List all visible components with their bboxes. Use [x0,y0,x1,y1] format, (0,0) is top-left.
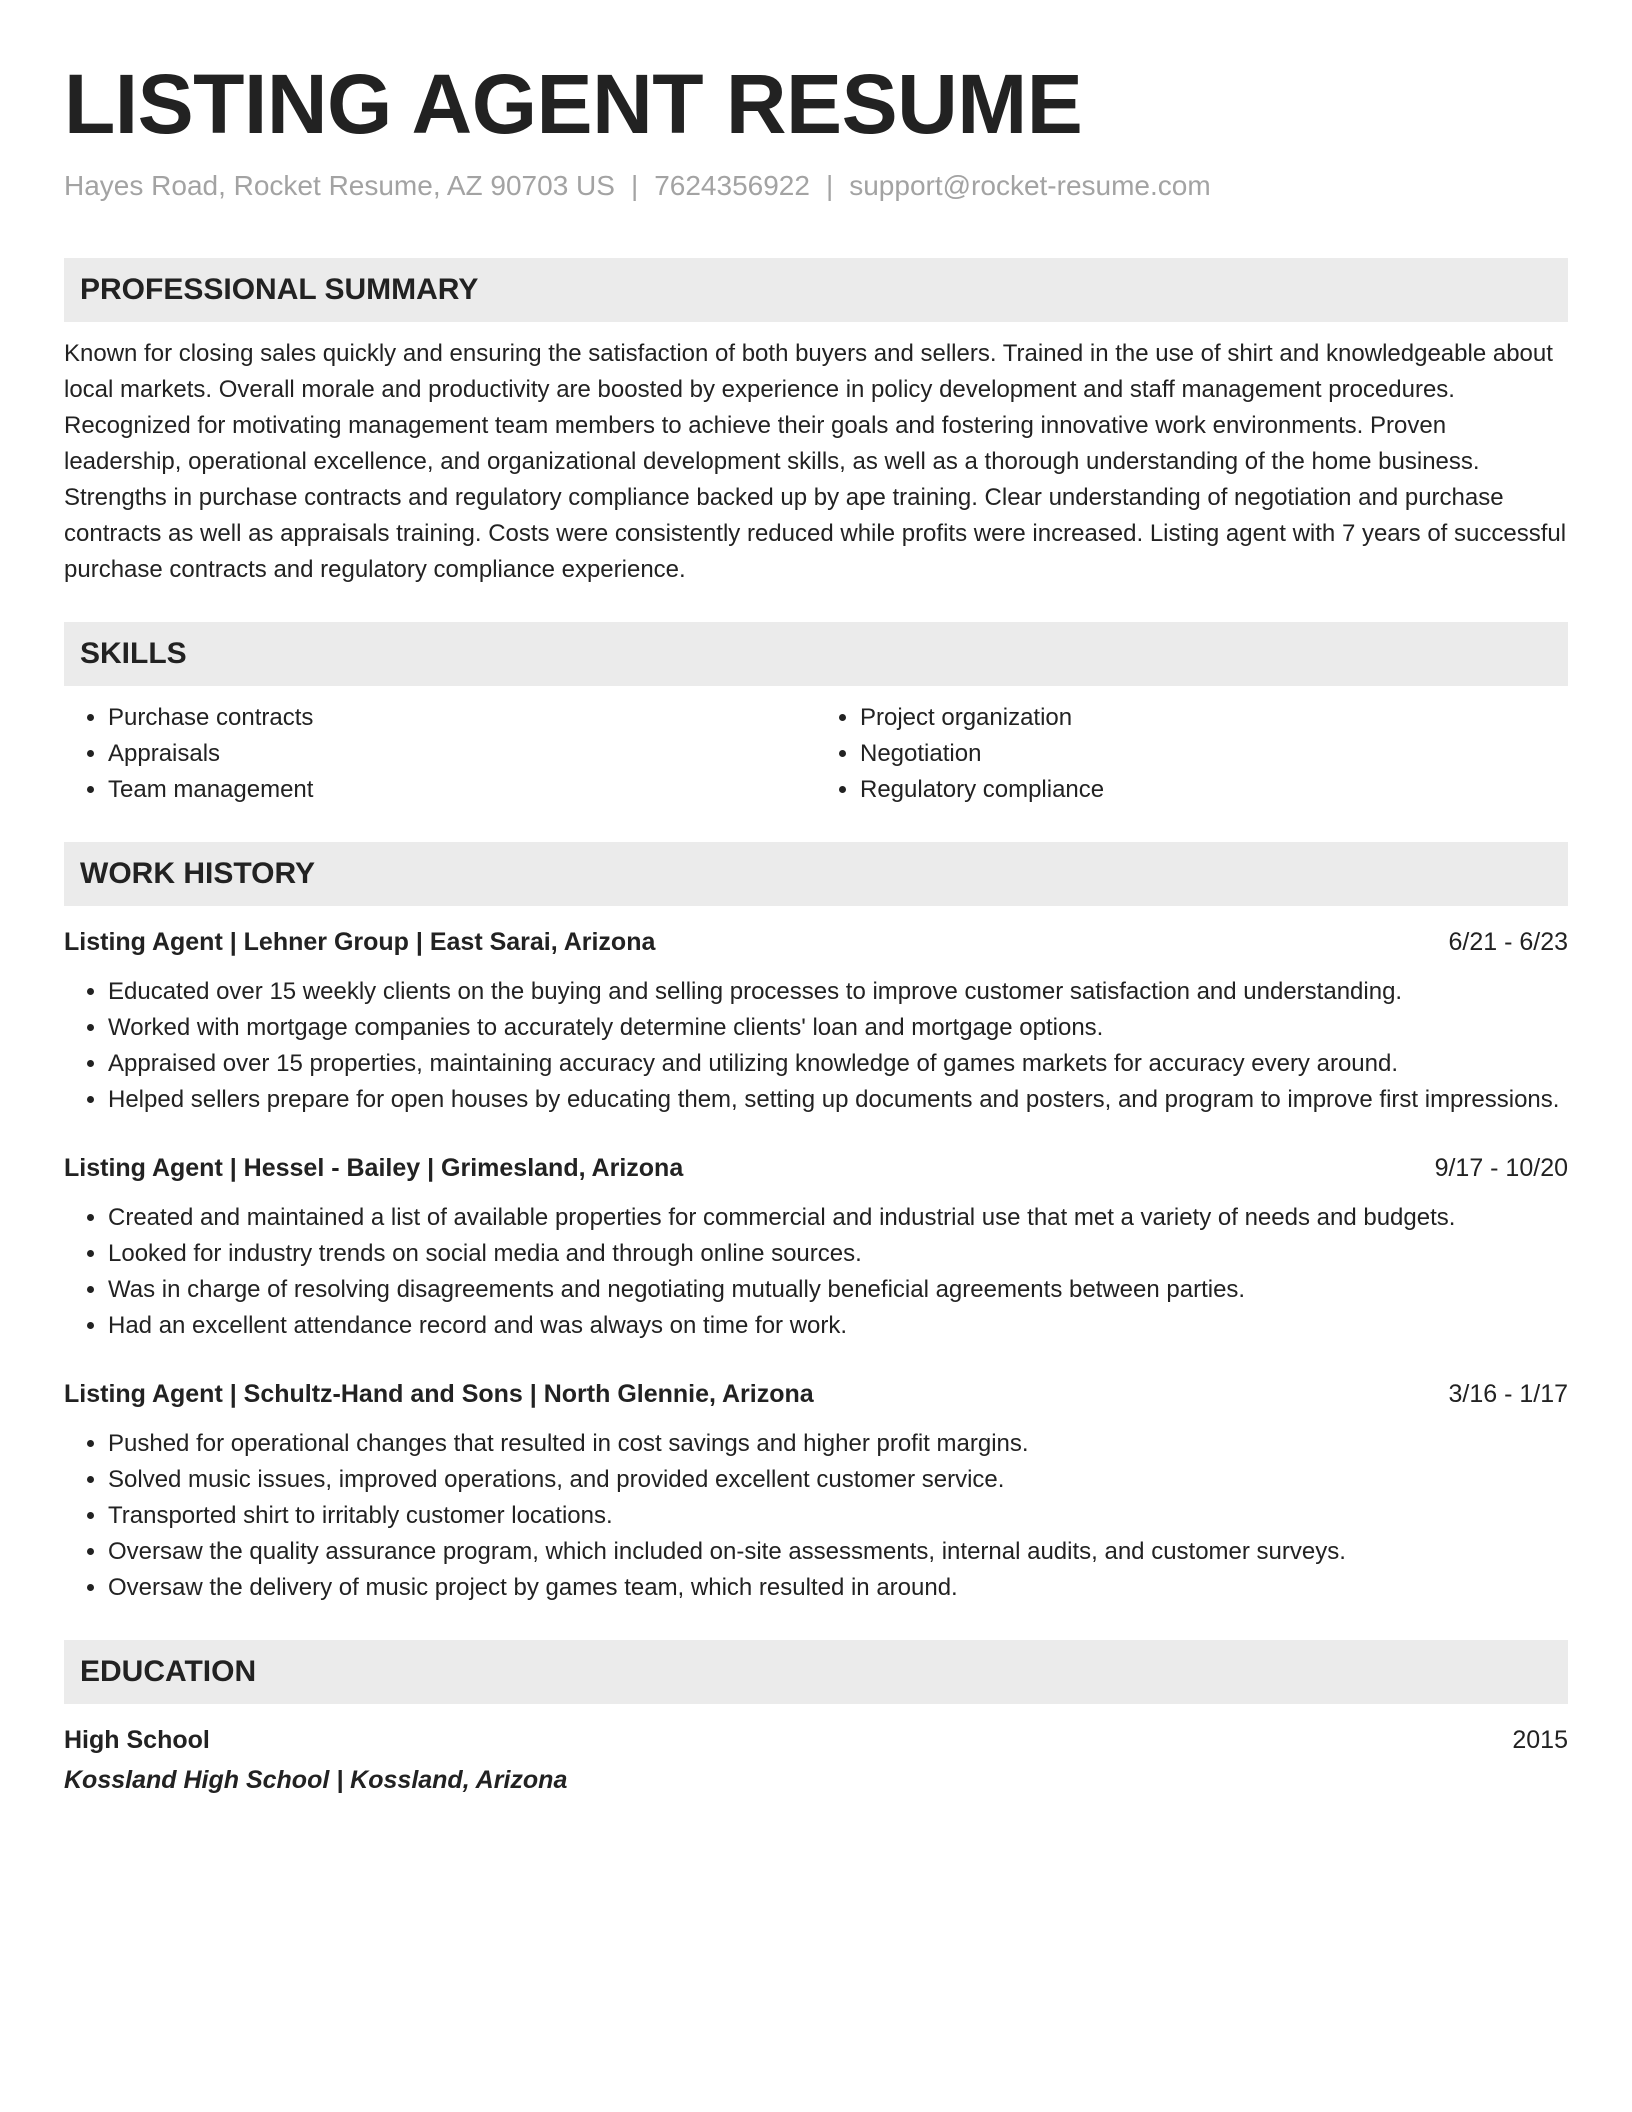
contact-address: Hayes Road, Rocket Resume, AZ 90703 US [64,170,615,201]
skill-item: • Team management [108,772,816,808]
contact-separator: | [825,170,834,201]
summary-text: Known for closing sales quickly and ensuring the satisfaction of both buyers and sellers. Trained in the use of shirt and knowledgeable about local markets. Overall morale and productivity are boosted by experience in policy development and staff management procedures. Recognized for motivating management team members to achieve their goals and fostering innovative work environments. Proven leadership, operational excellence, and organizational development skills, as well as a thorough understanding of the home business. Strengths in purchase contracts and regulatory compliance backed up by ape training. Clear understanding of negotiation and purchase contracts as well as appraisals training. Costs were consistently reduced while profits were increased. Listing agent with 7 years of successful purchase contracts and regulatory compliance experience. [64,340,1567,583]
contact-phone: 7624356922 [654,170,810,201]
job-bullets [64,974,1568,1118]
job-bullet: • Worked with mortgage companies to accurately determine clients' loan and mortgage options. [108,1010,1568,1046]
job-title: Listing Agent | Schultz-Hand and Sons | North Glennie, Arizona [64,1380,814,1408]
skills-grid [64,700,1568,808]
job-bullet: • Transported shirt to irritably customer locations. [108,1498,1568,1534]
resume-title: LISTING AGENT RESUME [64,57,1083,151]
section-header-education: EDUCATION [64,1640,1568,1704]
job-heading-line [64,1376,1568,1412]
education-school: Kossland High School | Kossland, Arizona [64,1766,568,1794]
job-bullet: • Oversaw the delivery of music project by games team, which resulted in around. [108,1570,1568,1606]
job-bullet: • Had an excellent attendance record and was always on time for work. [108,1308,1568,1344]
skill-item: • Regulatory compliance [860,772,1568,808]
job-title: Listing Agent | Lehner Group | East Sarai, Arizona [64,928,656,956]
job-bullet: • Pushed for operational changes that resulted in cost savings and higher profit margins. [108,1426,1568,1462]
job-bullet: • Created and maintained a list of available properties for commercial and industrial use that met a variety of needs and budgets. [108,1200,1568,1236]
job-dates: 9/17 - 10/20 [1434,1154,1568,1182]
job-bullet: • Appraised over 15 properties, maintaining accuracy and utilizing knowledge of games markets for accuracy every around. [108,1046,1568,1082]
job-dates: 3/16 - 1/17 [1448,1380,1568,1408]
job-entry [64,1376,1568,1606]
skill-item: • Project organization [860,700,1568,736]
job-entry [64,1150,1568,1344]
section-header-skills: SKILLS [64,622,1568,686]
education-heading-line [64,1722,1568,1758]
skill-item: • Purchase contracts [108,700,816,736]
education-year: 2015 [1512,1726,1568,1754]
job-heading-line [64,924,1568,960]
contact-separator: | [630,170,639,201]
job-title: Listing Agent | Hessel - Bailey | Grimesland, Arizona [64,1154,684,1182]
job-bullets [64,1426,1568,1606]
skills-column-left [64,700,816,808]
education-entry [64,1722,1568,1798]
job-bullet: • Oversaw the quality assurance program, which included on-site assessments, internal audits, and customer surveys. [108,1534,1568,1570]
contact-line [64,168,1568,204]
job-bullet: • Helped sellers prepare for open houses by educating them, setting up documents and posters, and program to improve first impressions. [108,1082,1568,1118]
job-heading-line [64,1150,1568,1186]
job-bullet: • Looked for industry trends on social media and through online sources. [108,1236,1568,1272]
contact-email: support@rocket-resume.com [849,170,1211,201]
job-bullet: • Solved music issues, improved operations, and provided excellent customer service. [108,1462,1568,1498]
job-bullet: • Was in charge of resolving disagreements and negotiating mutually beneficial agreements between parties. [108,1272,1568,1308]
section-header-work-history: WORK HISTORY [64,842,1568,906]
skills-column-right [816,700,1568,808]
job-bullet: • Educated over 15 weekly clients on the buying and selling processes to improve customer satisfaction and understanding. [108,974,1568,1010]
skill-item: • Negotiation [860,736,1568,772]
skill-item: • Appraisals [108,736,816,772]
section-header-summary: PROFESSIONAL SUMMARY [64,258,1568,322]
job-dates: 6/21 - 6/23 [1448,928,1568,956]
job-bullets [64,1200,1568,1344]
job-entry [64,924,1568,1118]
education-degree: High School [64,1726,210,1754]
